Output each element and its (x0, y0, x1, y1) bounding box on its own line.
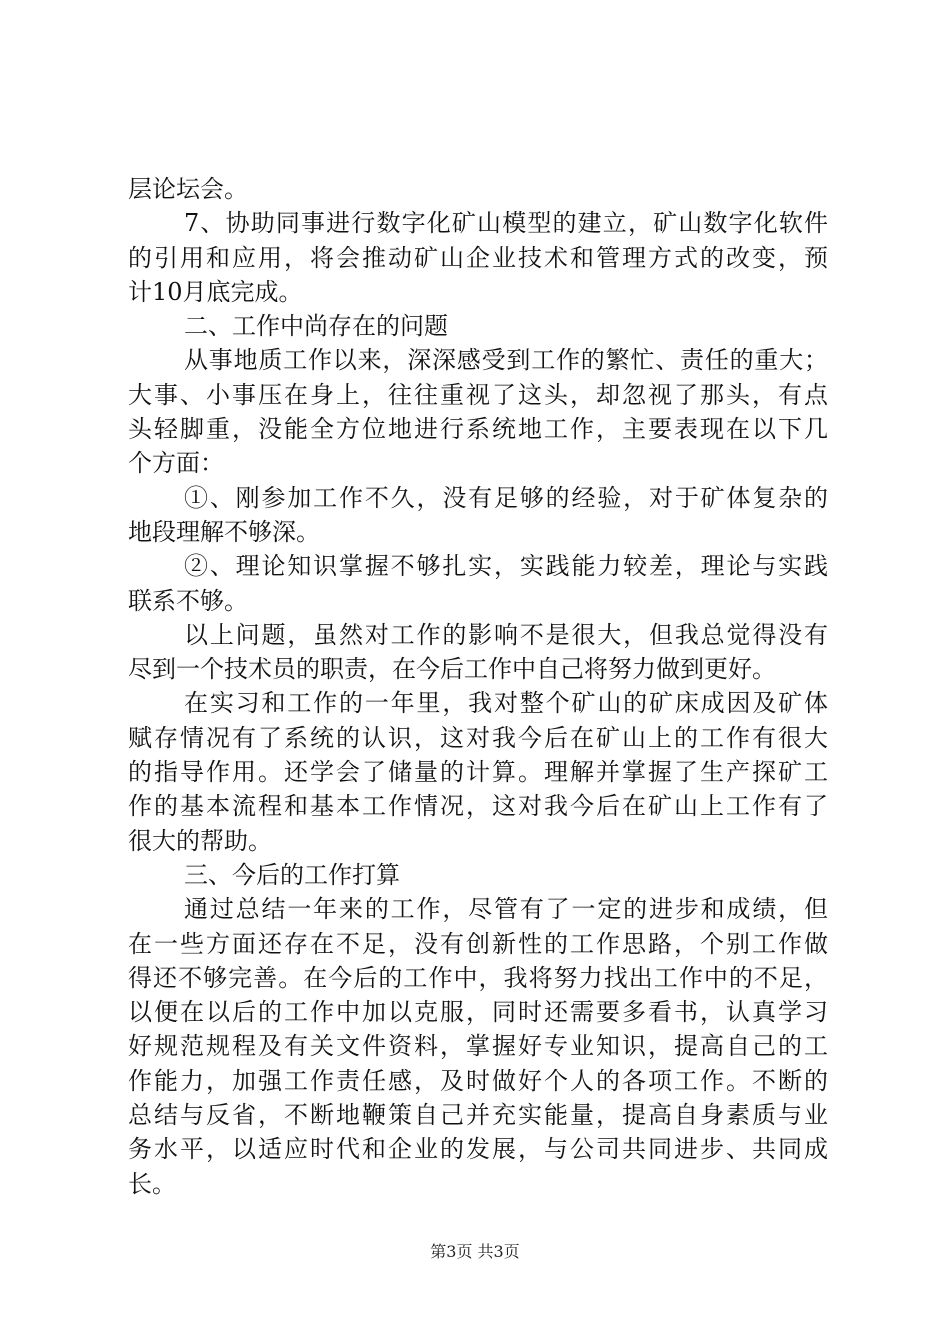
paragraph (128, 343, 828, 480)
text-line: ①、刚参加工作不久，没有足够的经验，对于矿体复杂的 (184, 483, 828, 512)
section-heading (128, 309, 828, 343)
text-line: 作能力，加强工作责任感，及时做好个人的各项工作。不断的 (128, 1066, 828, 1095)
text-line: 得还不够完善。在今后的工作中，我将努力找出工作中的不足， (128, 963, 828, 992)
text-line: 在一些方面还存在不足，没有创新性的工作思路，个别工作做 (128, 929, 828, 958)
text-line: 赋存情况有了系统的认识，这对我今后在矿山上的工作有很大 (128, 723, 828, 752)
text-line: 尽到一个技术员的职责，在今后工作中自己将努力做到更好。 (128, 655, 776, 684)
text-line: 地段理解不够深。 (128, 517, 320, 546)
document-body (128, 172, 828, 1201)
text-line: 很大的帮助。 (128, 826, 272, 855)
text-line: 长。 (128, 1169, 176, 1198)
text-line: 的指导作用。还学会了储量的计算。理解并掌握了生产探矿工 (128, 758, 828, 787)
text-line: 通过总结一年来的工作，尽管有了一定的进步和成绩，但 (184, 895, 828, 924)
text-line: 联系不够。 (128, 586, 248, 615)
paragraph (128, 481, 828, 550)
text-line: 好规范规程及有关文件资料，掌握好专业知识，提高自己的工 (128, 1032, 828, 1061)
text-line: 的引用和应用，将会推动矿山企业技术和管理方式的改变，预 (128, 243, 828, 272)
paragraph (128, 892, 828, 1201)
paragraph (128, 206, 828, 309)
paragraph (128, 686, 828, 857)
text-line: 7、协助同事进行数字化矿山模型的建立，矿山数字化软件 (184, 209, 828, 238)
text-line: 作的基本流程和基本工作情况，这对我今后在矿山上工作有了 (128, 792, 828, 821)
heading-text: 三、今后的工作打算 (184, 860, 400, 889)
text-line: 以上问题，虽然对工作的影响不是很大，但我总觉得没有 (184, 620, 828, 649)
paragraph (128, 549, 828, 618)
text-line: 从事地质工作以来，深深感受到工作的繁忙、责任的重大； (184, 346, 828, 375)
text-line: 大事、小事压在身上，往往重视了这头，却忽视了那头，有点 (128, 380, 828, 409)
text-line: 层论坛会。 (128, 175, 248, 203)
text-line: 务水平，以适应时代和企业的发展，与公司共同进步、共同成 (128, 1135, 828, 1164)
text-line: 计10月底完成。 (128, 277, 303, 306)
text-line: ②、理论知识掌握不够扎实，实践能力较差，理论与实践 (184, 552, 828, 581)
paragraph (128, 172, 828, 206)
text-line: 总结与反省，不断地鞭策自己并充实能量，提高自身素质与业 (128, 1101, 828, 1130)
paragraph (128, 618, 828, 687)
text-line: 在实习和工作的一年里，我对整个矿山的矿床成因及矿体 (184, 689, 828, 718)
page-number-label: 第3页 共3页 (430, 1242, 520, 1261)
heading-text: 二、工作中尚存在的问题 (184, 312, 448, 341)
text-line: 以便在以后的工作中加以克服，同时还需要多看书，认真学习 (128, 998, 828, 1027)
page-footer (0, 1240, 950, 1264)
text-line: 头轻脚重，没能全方位地进行系统地工作，主要表现在以下几 (128, 415, 828, 444)
text-line: 个方面： (128, 449, 224, 478)
section-heading (128, 858, 828, 892)
